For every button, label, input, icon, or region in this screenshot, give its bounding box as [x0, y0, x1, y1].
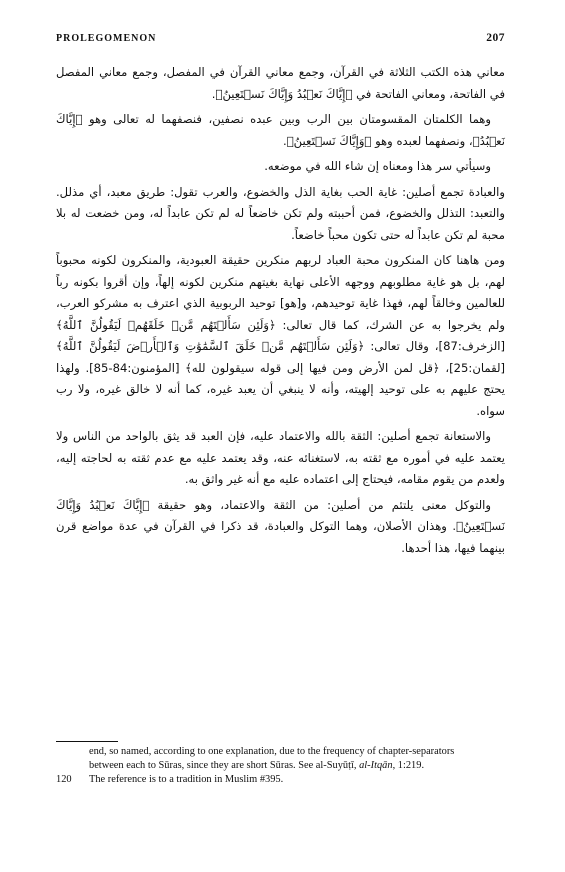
footnote-text: end, so named, according to one explanation, due to the frequency of chapter-separators: [89, 746, 455, 757]
footnotes: [56, 745, 505, 787]
footnote-continued-line-2: [56, 759, 505, 773]
footnote-citation-title: al-Itqān: [359, 760, 393, 771]
footnote-number: 120: [56, 774, 72, 785]
footnote-text: between each to Sūras, since they are short Sūras. See al-Suyūṭī,: [89, 760, 360, 771]
paragraph-6: والاستعانة تجمع أصلين: الثقة بالله والاعتماد عليه، فإن العبد قد يثق بالواحد من الناس ولا يعتمد عليه في أموره مع ثقته به، لاستغنائه عنه، وقد يعتمد عليه مع عدم ثقته به لحاجته إليه، ولعدم من يقوم مقامه، فيحتاج إلى اعتماده عليه مع أنه غير واثق به.: [56, 429, 505, 486]
paragraph-5: ومن هاهنا كان المنكرون محبة العباد لربهم منكرين حقيقة العبودية، والمنكرون لكونه محبوباً لهم، بل هو غاية مطلوبهم ووجهه الأعلى نهاية بغيتهم منكرين لكونه إلهاً، وإن أقروا بكونه رباً للعالمين وخالقاً لهم، فهذا غاية توحيدهم، و[هو] توحيد الربوبية الذي اعترف به مشركو العرب، ولم يخرجوا به عن الشرك، كما قال تعالى: ﴿وَلَئِن سَأَلۡتَهُم مَّنۡ خَلَقَهُمۡ لَيَقُولُنَّ ٱللَّهُ﴾ [الزخرف:87]، وقال تعالى: ﴿وَلَئِن سَأَلۡتَهُم مَّنۡ خَلَقَ ٱلسَّمَٰوَٰتِ وَٱلۡأَرۡضَ لَيَقُولُنَّ ٱللَّهُ﴾ [لقمان:25]، ﴿قل لمن الأرض ومن فيها إلى قوله سيقولون لله﴾ [المؤمنون:84-85]. ولهذا يحتج عليهم به على توحيد إلهيته، وأنه لا ينبغي أن يعبد غيره، كما أنه لا خالق غيره، ولا رب سواه.: [56, 253, 505, 418]
paragraph-7: والتوكل معنى يلتئم من أصلين: من الثقة والاعتماد، وهو حقيقة ﴿إِيَّاكَ نَعۡبُدُ وَإِيَّاكَ نَسۡتَعِينُ﴾. وهذان الأصلان، وهما التوكل والعبادة، قد ذكرا في القرآن في عدة مواضع قرن بينهما فيها، هذا أحدها.: [56, 497, 505, 555]
footnote-120: [56, 773, 505, 787]
footnote-rule: [56, 741, 118, 742]
page-number: 207: [486, 32, 505, 44]
running-head: [56, 32, 505, 44]
paragraph-3: وسيأتي سر هذا ومعناه إن شاء الله في موضعه.: [264, 159, 491, 173]
paragraph-4: والعبادة تجمع أصلين: غاية الحب بغاية الذل والخضوع، والعرب تقول: طريق معبد، أي مذلل. والتعبد: التذلل والخضوع، فمن أحببته ولم تكن خاضعاً له لم تكن عابداً له، ومن خضعت له بلا محبة لم تكن عابداً له حتى تكون محباً خاضعاً.: [56, 184, 505, 242]
footnote-citation-locator: , 1:219.: [392, 760, 425, 771]
paragraph-2: وهما الكلمتان المقسومتان بين الرب وبين عبده نصفين، فنصفهما له تعالى وهو ﴿إِيَّاكَ نَعۡبُدُ﴾، ونصفهما لعبده وهو ﴿وَإِيَّاكَ نَسۡتَعِينُ﴾.: [56, 112, 505, 148]
running-head-title: PROLEGOMENON: [56, 33, 157, 44]
arabic-body-text: [56, 62, 505, 563]
footnote-number-spacer: [56, 759, 89, 773]
footnote-continued-line-1: [56, 745, 505, 759]
paragraph-1: معاني هذه الكتب الثلاثة في القرآن، وجمع معاني القرآن في المفصل، وجمع معاني المفصل في الفاتحة، ومعاني الفاتحة في ﴿إِيَّاكَ نَعۡبُدُ وَإِيَّاكَ نَسۡتَعِينُ﴾.: [56, 65, 505, 101]
footnote-number: [56, 745, 89, 759]
footnote-text: The reference is to a tradition in Muslim #395.: [89, 774, 284, 785]
footnote-text-with-citation: [89, 759, 505, 773]
